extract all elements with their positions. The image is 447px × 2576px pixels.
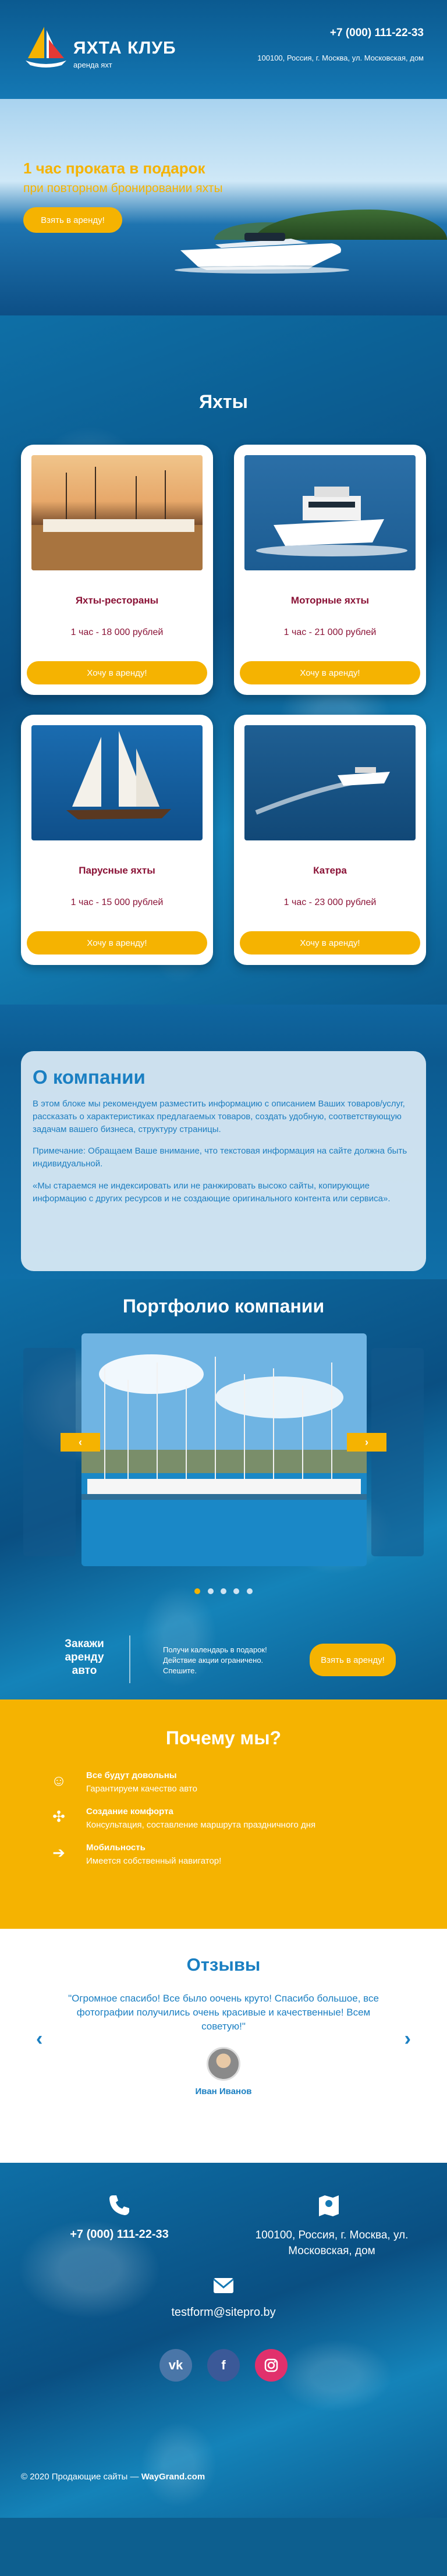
rent-button[interactable]: Хочу в аренду! (240, 931, 420, 955)
why-us-section (0, 1699, 447, 1929)
phone-icon (106, 2192, 133, 2219)
why-us-item (49, 1807, 315, 1830)
reviews-title: Отзывы (186, 1954, 261, 1975)
footer-address: 100100, Россия, г. Москва, ул. Московская, дом (255, 2229, 409, 2257)
gallery-pagination (0, 1587, 447, 1597)
hero-banner (0, 99, 447, 315)
sail-yacht-image (31, 725, 203, 840)
why-us-item (49, 1843, 315, 1866)
footer-phone[interactable]: +7 (000) 111-22-33 (70, 2228, 169, 2241)
callback-text: Получи календарь в подарок! Действие акции ограничено. Спешите. (163, 1645, 267, 1676)
yacht-card-price: 1 час - 18 000 рублей (70, 627, 164, 637)
site-header (0, 0, 447, 99)
why-us-item-text: Гарантируем качество авто (86, 1784, 197, 1794)
gallery-next-slide-preview (371, 1348, 424, 1556)
yacht-card-name: Яхты-рестораны (75, 595, 159, 606)
about-quote: «Мы стараемся не индексировать или не ранжировать высоко сайты, копирующие информацию с других ресурсов и не создающие оригинального контента или сервиса». (33, 1180, 391, 1204)
why-us-item (49, 1770, 315, 1794)
about-paragraph: В этом блоке мы рекомендуем разместить информацию с описанием Ваших товаров/услуг, рассказать о характеристиках предлагаемых товаров, создать удобную, соответствующую задачам вашего бизнеса, структуру страницы. (33, 1099, 405, 1134)
yacht-card-price: 1 час - 21 000 рублей (283, 627, 377, 637)
review-next-button[interactable]: › (404, 2028, 411, 2050)
map-pin-icon (315, 2192, 342, 2219)
why-us-title: Почему мы? (165, 1727, 282, 1748)
restaurant-yacht-image (31, 455, 203, 570)
yacht-card-motor (234, 445, 426, 695)
rent-button[interactable]: Хочу в аренду! (27, 661, 207, 684)
sailboat-logo-icon (23, 24, 69, 70)
hero-subtitle: при повторном бронировании яхты (23, 182, 223, 195)
why-us-item-title: Создание комфорта (86, 1807, 173, 1816)
callback-divider (129, 1635, 130, 1683)
yacht-card-price: 1 час - 23 000 рублей (283, 897, 377, 907)
portfolio-title: Портфолио компании (122, 1296, 325, 1317)
callback-rent-button[interactable]: Взять в аренду! (310, 1644, 396, 1676)
site-footer (0, 2163, 447, 2518)
speed-boat-image (244, 725, 416, 840)
why-us-item-title: Все будут довольны (86, 1770, 177, 1780)
review-text: "Огромное спасибо! Все было оочень круто! Спасибо большое, все фотографии получились очень красивые и качественные! Всем советую!" (68, 1993, 379, 2032)
about-note: Примечание: Обращаем Ваше внимание, что текстовая информация на сайте должна быть индивидуальной. (33, 1146, 407, 1169)
footer-email[interactable]: testform@sitepro.by (171, 2306, 276, 2319)
yacht-card-boat (234, 715, 426, 965)
callback-title: Закажи аренду авто (65, 1638, 104, 1677)
reviewer-avatar (207, 2047, 240, 2081)
gallery-dot[interactable] (247, 1588, 253, 1594)
motor-yacht-image (175, 210, 349, 274)
yacht-card-restaurant (21, 445, 213, 695)
portfolio-section (0, 1279, 447, 1699)
gallery-dot[interactable] (221, 1588, 226, 1594)
yacht-card-name: Моторные яхты (290, 595, 370, 606)
yacht-card-price: 1 час - 15 000 рублей (70, 897, 164, 907)
social-links (0, 2349, 447, 2382)
callback-banner (23, 1632, 424, 1684)
why-us-item-title: Мобильность (86, 1843, 146, 1853)
facebook-icon[interactable]: f (207, 2349, 240, 2382)
vk-icon[interactable]: vk (159, 2349, 192, 2382)
email-icon (210, 2272, 237, 2299)
yacht-card-name: Парусные яхты (79, 865, 155, 876)
motor-yacht-card-image (244, 455, 416, 570)
hero-rent-button[interactable]: Взять в аренду! (23, 207, 122, 233)
why-us-item-text: Имеется собственный навигатор! (86, 1856, 222, 1866)
about-section (0, 1005, 447, 1279)
site-title: ЯХТА КЛУБ (73, 38, 176, 58)
yachts-title: Яхты (199, 391, 248, 412)
header-phone[interactable]: +7 (000) 111-22-33 (329, 27, 424, 39)
review-prev-button[interactable]: ‹ (36, 2028, 43, 2050)
site-subtitle: аренда яхт (73, 61, 112, 69)
gallery-prev-slide-preview (23, 1348, 76, 1556)
why-us-item-text: Консультация, составление маршрута праздничного дня (86, 1820, 316, 1830)
reviews-section (0, 1929, 447, 2163)
reviewer-name: Иван Иванов (195, 2087, 252, 2097)
gallery-next-button[interactable]: › (347, 1433, 386, 1452)
rent-button[interactable]: Хочу в аренду! (240, 661, 420, 684)
header-address: 100100, Россия, г. Москва, ул. Московская, дом (257, 54, 424, 62)
hero-title: 1 час проката в подарок (23, 159, 205, 177)
gallery-dot[interactable] (208, 1588, 214, 1594)
about-title: О компании (33, 1066, 146, 1088)
smile-icon: ☺ (51, 1772, 67, 1789)
header-contacts (257, 27, 424, 62)
yacht-card-sail (21, 715, 213, 965)
copyright (21, 2472, 205, 2482)
why-us-list (49, 1770, 315, 1879)
copyright-brand-link[interactable]: WayGrand.com (141, 2472, 205, 2482)
logo[interactable] (23, 24, 176, 70)
copyright-text: © 2020 Продающие сайты — (21, 2472, 141, 2482)
yacht-card-name: Катера (313, 865, 347, 876)
gallery-prev-button[interactable]: ‹ (61, 1433, 100, 1452)
instagram-icon[interactable] (255, 2349, 288, 2382)
arrow-icon: ➔ (52, 1844, 65, 1861)
yachts-section (0, 315, 447, 1005)
gallery-slide (81, 1333, 367, 1566)
gallery-dot[interactable] (233, 1588, 239, 1594)
comfort-icon: ✣ (52, 1808, 65, 1825)
gallery-dot[interactable] (194, 1588, 200, 1594)
about-card (21, 1051, 426, 1271)
rent-button[interactable]: Хочу в аренду! (27, 931, 207, 955)
